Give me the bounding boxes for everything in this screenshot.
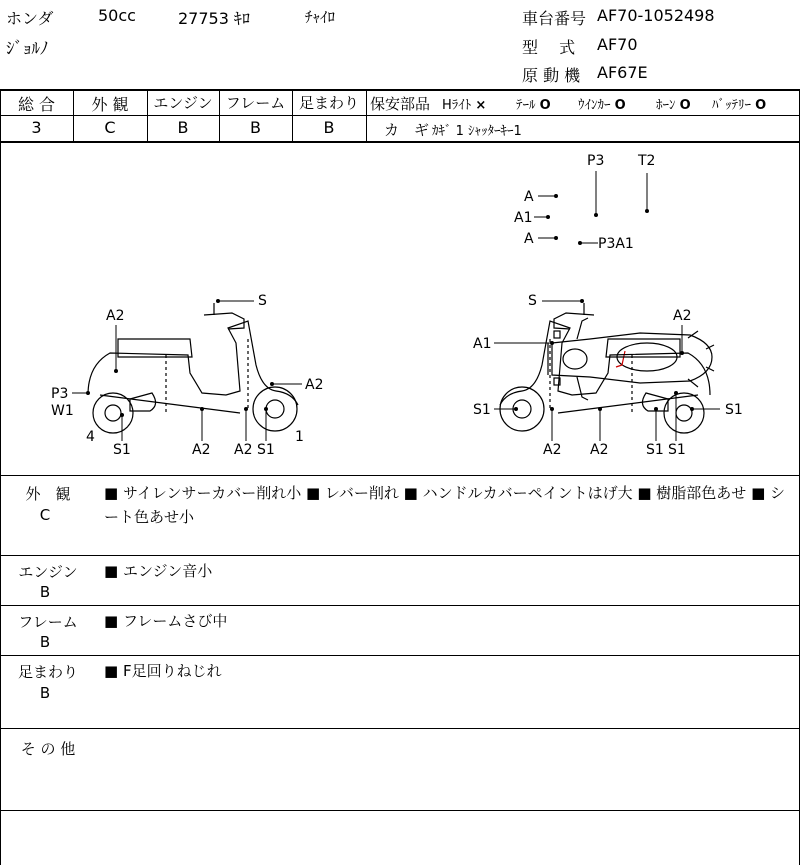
diagram-label: P3A1 — [598, 236, 634, 252]
section-grade: C — [39, 506, 51, 524]
section-divider — [0, 605, 800, 606]
section-body: ■ F足回りねじれ — [104, 662, 222, 680]
diagram-label: S1 — [725, 402, 743, 418]
diagram-label: S — [528, 293, 537, 309]
safety-item-mark: O — [679, 98, 691, 113]
safety-item-mark: × — [475, 98, 487, 113]
grade-top-border — [0, 89, 800, 91]
diagram-label: S — [258, 293, 267, 309]
diagram-label: S1 — [646, 442, 664, 458]
maker: ホンダ — [6, 9, 54, 28]
grade-suspension-label: 足まわり — [298, 94, 359, 112]
safety-item-horn — [656, 94, 691, 113]
diagram-label: A1 — [514, 210, 533, 226]
model-name: ｼﾞｮﾙﾉ — [6, 39, 49, 59]
diagram-label: A2 — [543, 442, 562, 458]
grade-exterior-value: C — [104, 118, 116, 137]
safety-item-label: ﾊﾞｯﾃﾘｰ — [712, 98, 751, 113]
grade-frame-label: フレーム — [225, 94, 286, 112]
grade-total-value: 3 — [31, 118, 42, 137]
diagram-label: W1 — [51, 403, 74, 419]
safety-item-label: ﾎｰﾝ — [656, 98, 676, 113]
diagram-label: A1 — [473, 336, 492, 352]
type-label: 型 式 — [522, 38, 576, 57]
section-title: フレーム — [18, 613, 78, 631]
scooter-diagram — [0, 143, 800, 473]
safety-label: 保安部品 — [370, 95, 431, 113]
grade-frame-value: B — [250, 118, 261, 137]
diagram-label: A — [524, 189, 534, 205]
diagram-label: 1 — [295, 429, 304, 445]
diagram-label: 4 — [86, 429, 95, 445]
diagram-label: A2 — [590, 442, 609, 458]
safety-item-headlight — [442, 94, 486, 113]
diagram-label: A2 — [106, 308, 125, 324]
safety-item-mark: O — [614, 98, 626, 113]
diagram-label: A2 — [305, 377, 324, 393]
diagram-label: P3 — [587, 153, 605, 169]
diagram-label: A2 — [234, 442, 253, 458]
frame-no-label: 車台番号 — [522, 9, 587, 28]
key-label: カ ギ — [384, 121, 430, 139]
safety-item-label: ﾃｰﾙ — [516, 98, 536, 113]
section-title: 外 観 — [25, 485, 71, 503]
safety-item-label: ｳｲﾝｶｰ — [578, 98, 611, 113]
safety-item-mark: O — [539, 98, 551, 113]
safety-item-mark: O — [755, 98, 767, 113]
engine-label: 原 動 機 — [522, 66, 581, 85]
safety-mid-border — [367, 115, 800, 116]
grade-exterior-label: 外 観 — [91, 95, 129, 114]
section-grade: B — [39, 583, 51, 601]
diagram-label: A — [524, 231, 534, 247]
diagram-label: S1 — [668, 442, 686, 458]
safety-item-battery — [712, 94, 766, 113]
safety-item-label: Hﾗｲﾄ — [442, 98, 472, 113]
grade-engine-label: エンジン — [153, 94, 213, 112]
mileage: 27753 ｷﾛ — [178, 9, 250, 28]
safety-item-winker — [578, 94, 626, 113]
grade-mid-border — [0, 115, 367, 116]
engine-value: AF67E — [597, 63, 648, 82]
diagram-label: T2 — [638, 153, 656, 169]
section-body: ■ フレームさび中 — [104, 612, 228, 630]
section-divider — [0, 555, 800, 556]
section-title: エンジン — [18, 563, 78, 581]
diagram-label: S1 — [257, 442, 275, 458]
frame-no: AF70-1052498 — [597, 6, 715, 25]
section-divider — [0, 810, 800, 811]
key-value: ｶｷﾞ 1 ｼｬｯﾀｰｷｰ1 — [432, 124, 522, 139]
section-grade: B — [39, 633, 51, 651]
displacement: 50cc — [98, 6, 136, 25]
diagram-label: A2 — [192, 442, 211, 458]
grade-suspension-value: B — [323, 118, 335, 137]
color: ﾁｬｲﾛ — [305, 8, 336, 26]
scooter-top-view — [548, 318, 714, 400]
type-value: AF70 — [597, 35, 638, 54]
section-divider — [0, 728, 800, 729]
diagram-label: S1 — [473, 402, 491, 418]
diagram-label: P3 — [51, 386, 69, 402]
section-title: そ の 他 — [20, 740, 76, 758]
section-divider — [0, 655, 800, 656]
section-body: ■ サイレンサーカバー削れ小 ■ レバー削れ ■ ハンドルカバーペイントはげ大 ■ 樹脂部色あせ ■ シート色あせ小 — [104, 484, 786, 526]
section-body: ■ エンジン音小 — [104, 562, 213, 580]
diagram-label: A2 — [673, 308, 692, 324]
section-title: 足まわり — [17, 663, 78, 681]
grade-engine-value: B — [177, 118, 189, 137]
diagram-label: S1 — [113, 442, 131, 458]
grade-divider — [366, 89, 367, 142]
diagram-bottom-border — [0, 475, 800, 476]
section-grade: B — [39, 684, 51, 702]
grade-total-label: 総 合 — [17, 95, 56, 114]
safety-item-tail — [516, 94, 551, 113]
